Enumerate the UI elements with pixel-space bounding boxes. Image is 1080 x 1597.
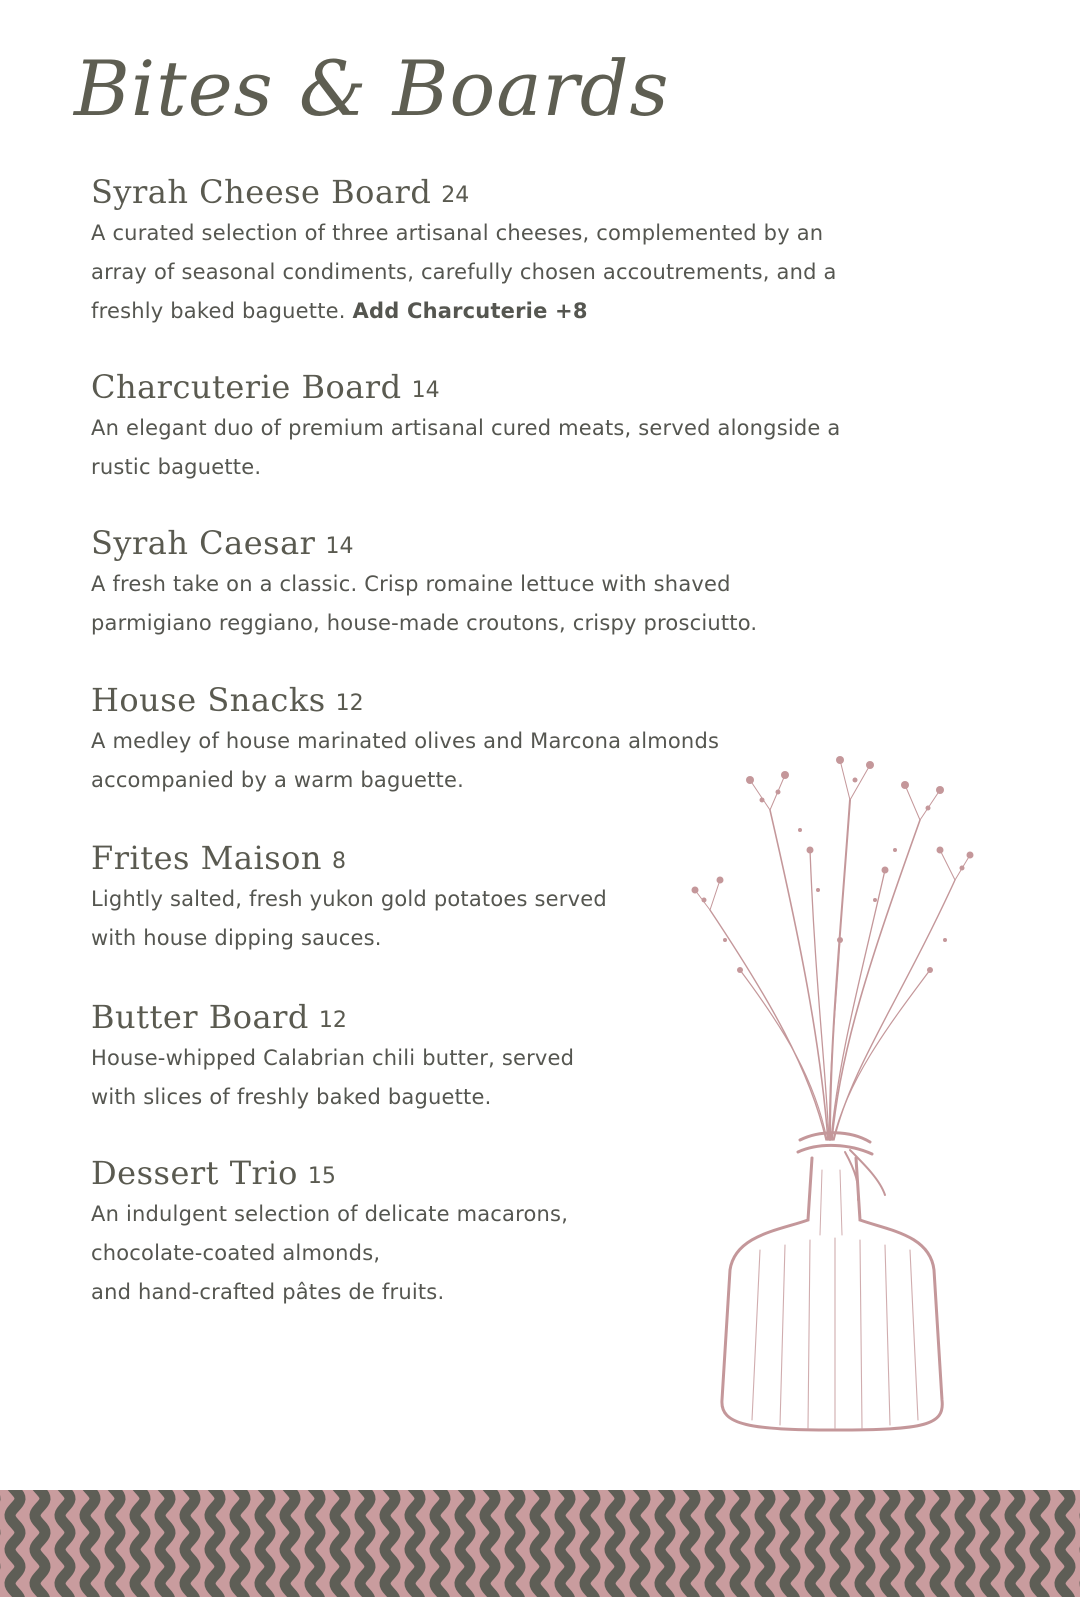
wave-stripe bbox=[535, 1490, 545, 1597]
wave-stripe bbox=[135, 1490, 145, 1597]
menu-item-butter-board bbox=[91, 997, 574, 1117]
wave-stripe bbox=[910, 1490, 920, 1597]
description-line: array of seasonal condiments, carefully chosen accoutrements, and a bbox=[91, 260, 837, 284]
menu-item-header bbox=[91, 1153, 568, 1193]
menu-item-charcuterie-board bbox=[91, 367, 840, 487]
wave-stripe bbox=[885, 1490, 895, 1597]
menu-item-description bbox=[91, 1039, 574, 1117]
wave-stripe bbox=[185, 1490, 195, 1597]
wave-stripe bbox=[985, 1490, 995, 1597]
wave-stripe bbox=[860, 1490, 870, 1597]
wave-stripe bbox=[285, 1490, 295, 1597]
menu-item-name: Charcuterie Board bbox=[91, 368, 402, 406]
wave-stripe bbox=[1010, 1490, 1020, 1597]
description-line: House-whipped Calabrian chili butter, served bbox=[91, 1046, 575, 1070]
wave-stripe bbox=[510, 1490, 520, 1597]
description-line: freshly baked baguette. bbox=[91, 299, 346, 323]
menu-item-house-snacks bbox=[91, 680, 719, 800]
description-line: with house dipping sauces. bbox=[91, 926, 382, 950]
wave-stripe bbox=[310, 1490, 320, 1597]
description-line: An indulgent selection of delicate macarons, bbox=[91, 1202, 569, 1226]
wave-stripe bbox=[960, 1490, 970, 1597]
page-title: Bites & Boards bbox=[74, 44, 670, 133]
description-line-with-addon bbox=[91, 292, 837, 331]
menu-item-description bbox=[91, 722, 719, 800]
description-line: parmigiano reggiano, house-made croutons, crispy prosciutto. bbox=[91, 611, 758, 635]
description-line: A medley of house marinated olives and Marcona almonds bbox=[91, 729, 720, 753]
menu-item-header bbox=[91, 997, 574, 1037]
description-line: An elegant duo of premium artisanal cured meats, served alongside a bbox=[91, 416, 841, 440]
wave-stripe bbox=[760, 1490, 770, 1597]
wave-stripe bbox=[385, 1490, 395, 1597]
wave-stripe bbox=[60, 1490, 70, 1597]
description-line: chocolate-coated almonds, bbox=[91, 1241, 381, 1265]
menu-item-price: 14 bbox=[411, 378, 440, 403]
menu-item-name: Syrah Cheese Board bbox=[91, 173, 432, 211]
wave-stripe bbox=[235, 1490, 245, 1597]
wave-stripe bbox=[485, 1490, 495, 1597]
wave-stripe bbox=[360, 1490, 370, 1597]
menu-item-dessert-trio bbox=[91, 1153, 568, 1312]
description-line: A curated selection of three artisanal cheeses, complemented by an bbox=[91, 221, 824, 245]
wave-stripe bbox=[835, 1490, 845, 1597]
menu-item-addon: Add Charcuterie +8 bbox=[352, 299, 588, 323]
description-line: Lightly salted, fresh yukon gold potatoes served bbox=[91, 887, 607, 911]
wave-stripe bbox=[435, 1490, 445, 1597]
description-line: and hand-crafted pâtes de fruits. bbox=[91, 1280, 445, 1304]
menu-item-name: Frites Maison bbox=[91, 839, 322, 877]
wave-stripe bbox=[1060, 1490, 1070, 1597]
wave-stripe bbox=[160, 1490, 170, 1597]
description-line: with slices of freshly baked baguette. bbox=[91, 1085, 492, 1109]
menu-item-description bbox=[91, 1195, 568, 1312]
menu-item-name: Syrah Caesar bbox=[91, 524, 316, 562]
footer-wave-pattern bbox=[0, 1490, 1080, 1597]
wave-stripe bbox=[335, 1490, 345, 1597]
menu-item-price: 24 bbox=[441, 183, 470, 208]
wave-stripe bbox=[660, 1490, 670, 1597]
wave-stripe bbox=[35, 1490, 45, 1597]
menu-item-price: 12 bbox=[335, 691, 364, 716]
wave-stripe bbox=[810, 1490, 820, 1597]
wave-stripe bbox=[210, 1490, 220, 1597]
menu-item-syrah-caesar bbox=[91, 523, 757, 643]
wave-stripe bbox=[110, 1490, 120, 1597]
menu-item-header bbox=[91, 367, 840, 407]
wave-stripe bbox=[85, 1490, 95, 1597]
description-line: accompanied by a warm baguette. bbox=[91, 768, 464, 792]
menu-item-header bbox=[91, 523, 757, 563]
wave-stripe bbox=[710, 1490, 720, 1597]
menu-item-header bbox=[91, 838, 607, 878]
wave-stripe bbox=[260, 1490, 270, 1597]
menu-item-description bbox=[91, 409, 840, 487]
wave-stripe bbox=[10, 1490, 20, 1597]
menu-item-description bbox=[91, 214, 837, 331]
wave-stripe bbox=[735, 1490, 745, 1597]
wave-stripe bbox=[460, 1490, 470, 1597]
menu-item-description bbox=[91, 880, 607, 958]
wave-stripe bbox=[410, 1490, 420, 1597]
menu-item-name: House Snacks bbox=[91, 681, 326, 719]
menu-item-header bbox=[91, 172, 837, 212]
wave-stripe bbox=[560, 1490, 570, 1597]
menu-item-frites-maison bbox=[91, 838, 607, 958]
wave-stripe bbox=[635, 1490, 645, 1597]
wave-stripe bbox=[610, 1490, 620, 1597]
menu-item-price: 8 bbox=[332, 849, 346, 874]
cutting-board-with-dried-flowers-icon bbox=[690, 740, 980, 1450]
menu-item-price: 15 bbox=[307, 1164, 336, 1189]
menu-item-syrah-cheese-board bbox=[91, 172, 837, 331]
wave-stripe bbox=[685, 1490, 695, 1597]
menu-item-price: 14 bbox=[325, 534, 354, 559]
wave-stripe bbox=[585, 1490, 595, 1597]
menu-item-name: Dessert Trio bbox=[91, 1154, 298, 1192]
wave-stripe bbox=[935, 1490, 945, 1597]
menu-item-price: 12 bbox=[318, 1008, 347, 1033]
menu-item-description bbox=[91, 565, 757, 643]
menu-item-name: Butter Board bbox=[91, 998, 309, 1036]
description-line: A fresh take on a classic. Crisp romaine lettuce with shaved bbox=[91, 572, 731, 596]
menu-item-header bbox=[91, 680, 719, 720]
wave-stripe bbox=[1035, 1490, 1045, 1597]
description-line: rustic baguette. bbox=[91, 455, 262, 479]
wave-stripe bbox=[785, 1490, 795, 1597]
